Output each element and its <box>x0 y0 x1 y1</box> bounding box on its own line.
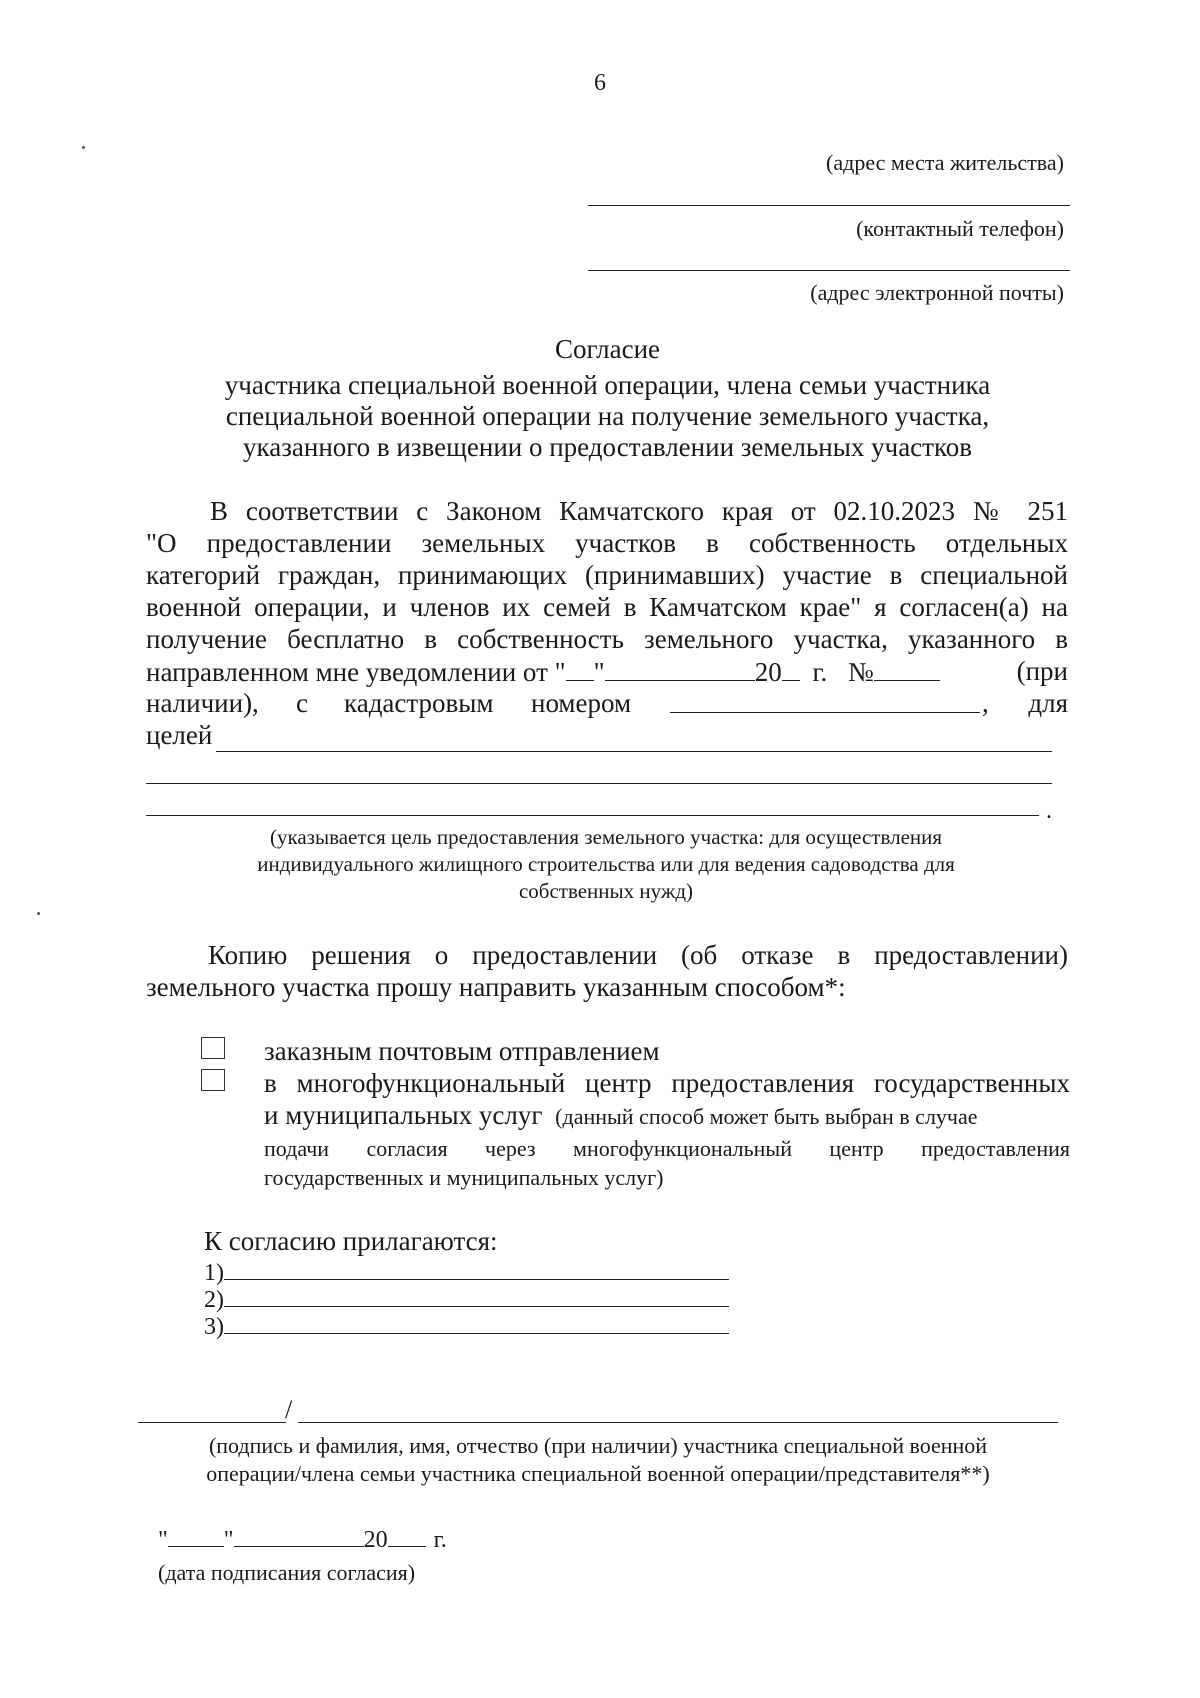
purpose-label: целей <box>146 720 213 750</box>
cadastral-prefix: наличии), <box>146 688 259 718</box>
purpose-caption-1: (указывается цель предоставления земельного участка: для осуществления <box>269 825 943 849</box>
notice-month-blank[interactable] <box>605 656 755 681</box>
attachment-blank-1[interactable] <box>224 1255 729 1280</box>
date-quote-open: " <box>158 1527 168 1553</box>
notice-number-sign: № <box>847 657 874 687</box>
purpose-blank-1[interactable] <box>216 751 1052 752</box>
date-caption: (дата подписания согласия) <box>158 1560 416 1585</box>
scan-speck <box>82 146 85 149</box>
option-mfc-note-2: подачи согласия через многофункциональный центр предоставления <box>264 1136 1070 1161</box>
purpose-blank-2[interactable] <box>146 783 1052 784</box>
notice-year-blank[interactable] <box>782 656 800 681</box>
purpose-end-period: . <box>1046 798 1052 824</box>
attachment-blank-3[interactable] <box>224 1309 729 1334</box>
document-title: Согласие <box>554 334 661 364</box>
cadastral-label: кадастровым <box>344 688 494 718</box>
date-year-suffix: г. <box>433 1527 447 1553</box>
email-caption: (адрес электронной почты) <box>810 280 1064 305</box>
phone-caption: (контактный телефон) <box>856 216 1064 241</box>
attachment-number-3: 3) <box>204 1314 224 1340</box>
option-mfc-cont-small: (данный способ может быть выбран в случае <box>555 1104 978 1129</box>
notice-day-blank[interactable] <box>566 656 594 681</box>
purpose-caption-2: индивидуального жилищного строительства или для ведения садоводства для <box>257 852 955 876</box>
attachment-item-3 <box>204 1309 729 1341</box>
purpose-blank-3[interactable] <box>146 815 1039 816</box>
purpose-line <box>146 720 1068 751</box>
residence-caption: (адрес места жительства) <box>826 150 1064 175</box>
intro-line-1: В соответствии с Законом Камчатского края от 02.10.2023 № 251 <box>210 496 1068 526</box>
date-month-blank[interactable] <box>234 1526 364 1547</box>
signature-caption-2: операции/члена семьи участника специальной военной операции/представителя**) <box>206 1461 990 1486</box>
cadastral-line <box>146 688 1068 719</box>
title-line-4: указанного в извещении о предоставлении земельных участков <box>243 432 972 462</box>
delivery-text-2: земельного участка прошу направить указанным способом*: <box>146 972 846 1002</box>
option-mfc-cont <box>264 1100 1070 1131</box>
page-number: 6 <box>594 70 606 96</box>
signature-caption-1: (подпись и фамилия, имя, отчество (при наличии) участника специальной военной <box>208 1433 988 1458</box>
intro-line-4: военной операции, и членов их семей в Камчатском крае" я согласен(а) на <box>146 592 1068 622</box>
attachment-blank-2[interactable] <box>224 1282 729 1307</box>
date-year-blank[interactable] <box>388 1526 426 1547</box>
notice-line <box>146 656 1068 687</box>
signature-slash: / <box>285 1395 293 1424</box>
title-line-3: специальной военной операции на получение земельного участка, <box>225 401 990 431</box>
phone-field-line[interactable] <box>588 205 1070 206</box>
notice-year-suffix: г. <box>812 657 828 687</box>
notice-prefix: направленном мне уведомлении от " <box>146 657 566 687</box>
cadastral-number-word: номером <box>531 688 632 718</box>
cadastral-comma: , <box>982 688 989 718</box>
cadastral-number-blank[interactable] <box>670 688 980 713</box>
postal-delivery-checkbox[interactable] <box>201 1037 225 1059</box>
date-line <box>158 1526 447 1554</box>
attachment-number-1: 1) <box>204 1260 224 1286</box>
option-mfc-label: в многофункциональный центр предоставления государственных <box>264 1068 1070 1098</box>
date-year-prefix: 20 <box>363 1527 388 1553</box>
intro-line-2: "О предоставлении земельных участков в собственность отдельных <box>146 528 1068 558</box>
purpose-caption-3: собственных нужд) <box>518 879 694 903</box>
attachments-heading: К согласию прилагаются: <box>204 1226 498 1256</box>
delivery-text-1: Копию решения о предоставлении (об отказе в предоставлении) <box>208 940 1068 970</box>
email-field-line[interactable] <box>588 270 1070 271</box>
date-quote-close: " <box>223 1527 234 1553</box>
scan-speck <box>37 912 40 915</box>
intro-line-3: категорий граждан, принимающих (принимавших) участие в специальной <box>146 560 1068 590</box>
title-line-2: участника специальной военной операции, члена семьи участника <box>224 370 991 400</box>
notice-year-prefix: 20 <box>754 657 782 687</box>
date-day-blank[interactable] <box>168 1526 224 1547</box>
option-postal-label: заказным почтовым отправлением <box>264 1036 660 1066</box>
mfc-delivery-checkbox[interactable] <box>201 1069 225 1091</box>
cadastral-with: с <box>296 688 308 718</box>
cadastral-for: для <box>1028 688 1068 718</box>
notice-number-blank[interactable] <box>874 656 940 681</box>
signature-blank[interactable] <box>138 1422 286 1423</box>
option-mfc-note-3: государственных и муниципальных услуг) <box>264 1165 664 1190</box>
intro-line-5: получение бесплатно в собственность земельного участка, указанного в <box>146 624 1068 654</box>
notice-if-any: (при <box>1016 656 1068 686</box>
attachment-number-2: 2) <box>204 1287 224 1313</box>
signature-name-blank[interactable] <box>298 1422 1058 1423</box>
option-mfc-cont-main: и муниципальных услуг <box>264 1100 543 1130</box>
notice-quote-close: " <box>593 657 605 687</box>
